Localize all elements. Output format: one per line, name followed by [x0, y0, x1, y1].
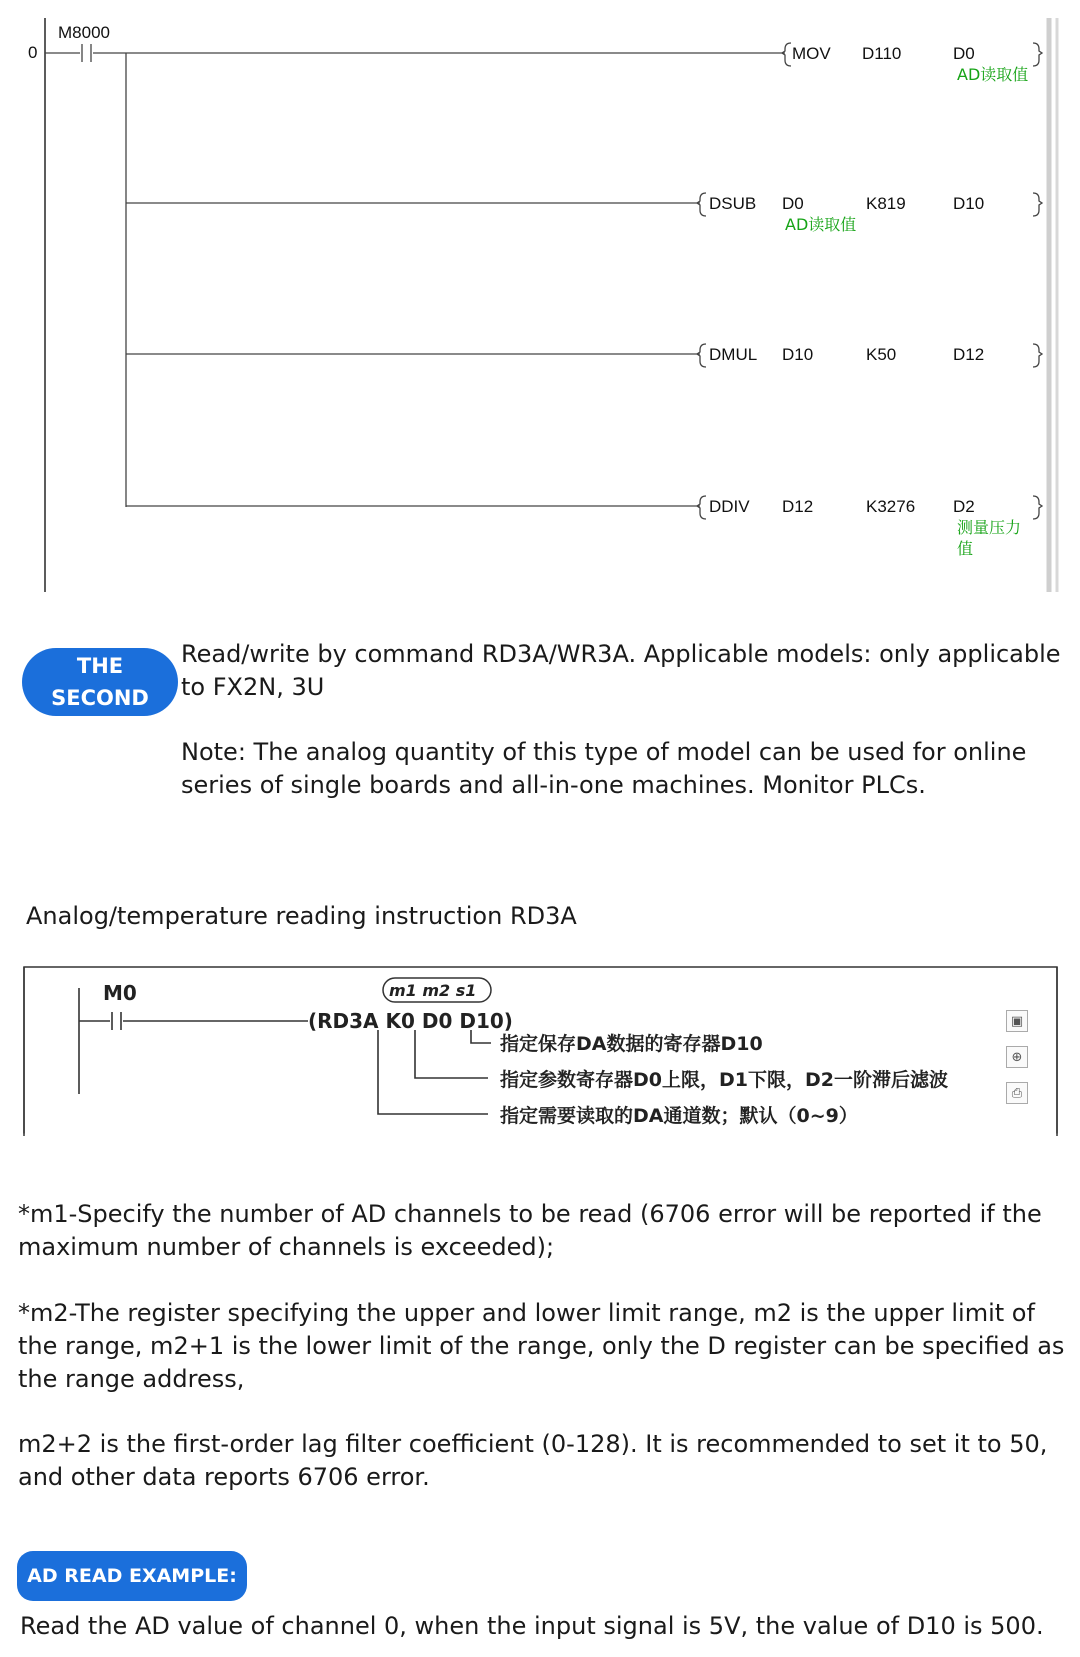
- operand-3: D12: [953, 345, 985, 364]
- section-title: Analog/temperature reading instruction RD3A: [26, 902, 577, 930]
- rd3a-instruction: (RD3A K0 D0 D10): [308, 1009, 513, 1033]
- m1-description: *m1-Specify the number of AD channels to be read (6706 error will be reported if the maximum number of channels is exceeded);: [18, 1200, 1042, 1261]
- rung-row-mov[interactable]: [126, 43, 1042, 84]
- zoom-icon[interactable]: ⊕: [1006, 1046, 1028, 1068]
- operand-2: K50: [866, 345, 897, 364]
- rung-row-dmul[interactable]: [126, 344, 1042, 367]
- operand-labels: m1 m2 s1: [389, 981, 477, 1000]
- device-comment-line2: 值: [957, 539, 974, 558]
- explain-k0: 指定需要读取的DA通道数；默认（0~9）: [500, 1105, 858, 1127]
- image-icon[interactable]: ▣: [1006, 1010, 1028, 1032]
- operand-3: D2: [953, 497, 975, 516]
- section-badge-the-second: [22, 648, 178, 716]
- operand-3: D10: [953, 194, 985, 213]
- normally-open-contact-icon: [45, 44, 126, 62]
- badge-line-1: THE: [76, 654, 124, 678]
- instruction-op: MOV: [792, 44, 831, 63]
- device-comment: AD读取值: [785, 215, 857, 234]
- intro-paragraph: Read/write by command RD3A/WR3A. Applicable models: only applicable to FX2N, 3U: [181, 640, 1061, 701]
- rung-row-ddiv[interactable]: [126, 496, 1042, 558]
- device-comment-line1: 测量压力: [957, 518, 1022, 537]
- operand-2: K819: [866, 194, 906, 213]
- step-number: 0: [28, 43, 38, 62]
- operand-1: D12: [782, 497, 814, 516]
- example-badge: AD READ EXAMPLE:: [17, 1551, 247, 1601]
- operand-1: D110: [862, 44, 902, 63]
- operand-2: D0: [953, 44, 975, 63]
- rung-row-dsub[interactable]: [126, 193, 1042, 234]
- ladder-diagram-rd3a: [23, 966, 1058, 1136]
- instruction-op: DDIV: [709, 497, 750, 516]
- operand-1: D0: [782, 194, 804, 213]
- device-comment: AD读取值: [957, 65, 1029, 84]
- ladder-diagram-ad-scaling: [0, 0, 1080, 595]
- operand-1: D10: [782, 345, 814, 364]
- m2-description: *m2-The register specifying the upper and lower limit range, m2 is the upper limit of the range, m2+1 is the lower limit of the range, only the D register can be specified as the range address,: [18, 1299, 1065, 1393]
- contact-label-m0: M0: [103, 981, 137, 1005]
- instruction-op: DMUL: [709, 345, 758, 364]
- print-icon[interactable]: ⎙: [1006, 1082, 1028, 1104]
- m2-filter-description: m2+2 is the first-order lag filter coefficient (0-128). It is recommended to set it to 50, and other data reports 6706 error.: [18, 1430, 1048, 1491]
- badge-line-2: SECOND: [51, 686, 149, 710]
- operand-2: K3276: [866, 497, 916, 516]
- example-paragraph: Read the AD value of channel 0, when the input signal is 5V, the value of D10 is 500.: [20, 1612, 1044, 1640]
- note-paragraph: Note: The analog quantity of this type of model can be used for online series of single boards and all-in-one machines. Monitor PLCs.: [181, 738, 1027, 799]
- contact-label-m8000: M8000: [58, 23, 110, 42]
- instruction-op: DSUB: [709, 194, 757, 213]
- explain-d10: 指定保存DA数据的寄存器D10: [500, 1033, 763, 1055]
- explain-d0: 指定参数寄存器D0上限，D1下限，D2一阶滞后滤波: [500, 1069, 948, 1091]
